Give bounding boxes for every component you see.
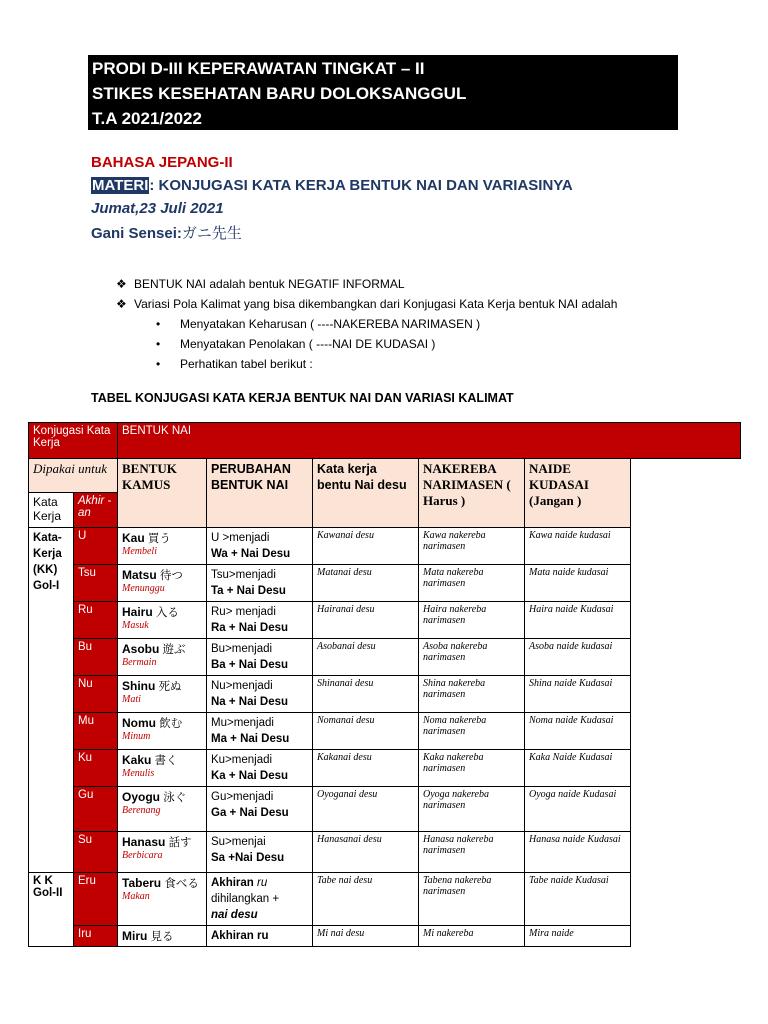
header-bentuk-kamus: BENTUK KAMUS (118, 459, 207, 528)
header-line-1: PRODI D-III KEPERAWATAN TINGKAT – II (92, 59, 425, 78)
nakereba-cell: Tabena nakereba narimasen (419, 873, 525, 926)
sub-bullet-item (116, 314, 617, 334)
table-row (29, 926, 741, 947)
table-row (29, 602, 741, 639)
table-row (29, 750, 741, 787)
change-line-1: Ku>menjadi (211, 754, 273, 766)
verb-kanji: 泳ぐ (163, 792, 187, 804)
verb-romaji: Taberu (122, 876, 162, 890)
naide-cell: Asoba naide kudasai (525, 639, 631, 676)
verb-romaji: Shinu (122, 679, 156, 693)
change-cell (207, 832, 313, 873)
change-line-1b: ru (257, 877, 268, 889)
verb-kanji: 書く (154, 755, 178, 767)
change-cell: Akhiran ru (207, 926, 313, 947)
change-line-2: Ma + Nai Desu (211, 733, 290, 745)
nai-desu-cell: Asobanai desu (313, 639, 419, 676)
verb-romaji: Miru (122, 929, 148, 943)
sub-bullet-text: Perhatikan tabel berikut : (180, 357, 313, 371)
change-line-2: Ka + Nai Desu (211, 770, 289, 782)
verb-kanji: 死ぬ (158, 681, 182, 693)
verb-cell (118, 676, 207, 713)
verb-kanji: 話す (168, 837, 192, 849)
materi-line (91, 177, 573, 194)
nakereba-cell: Asoba nakereba narimasen (419, 639, 525, 676)
group-1-label: Kata-Kerja (KK) Gol-I (29, 528, 74, 873)
verb-kanji: 食べる (164, 878, 199, 890)
change-line-1: Nu>menjadi (211, 680, 273, 692)
verb-meaning: Berenang (122, 805, 161, 816)
verb-romaji: Matsu (122, 568, 157, 582)
nakereba-cell: Haira nakereba narimasen (419, 602, 525, 639)
header-line-2: STIKES KESEHATAN BARU DOLOKSANGGUL (92, 84, 467, 103)
change-line-3: nai desu (211, 909, 258, 921)
table-row (29, 832, 741, 873)
document-header (88, 55, 678, 130)
nakereba-cell: Oyoga nakereba narimasen (419, 787, 525, 832)
change-line-1: U >menjadi (211, 532, 270, 544)
verb-kanji: 遊ぶ (162, 644, 186, 656)
header-naide: NAIDE KUDASAI (Jangan ) (525, 459, 631, 528)
nakereba-cell: Kaka nakereba narimasen (419, 750, 525, 787)
nai-desu-cell: Kakanai desu (313, 750, 419, 787)
suffix-cell: Eru (74, 873, 118, 926)
header-perubahan: PERUBAHAN BENTUK NAI (207, 459, 313, 528)
verb-kanji: 待つ (159, 570, 183, 582)
change-line-2: Ga + Nai Desu (211, 807, 289, 819)
verb-romaji: Nomu (122, 716, 156, 730)
table-row (29, 873, 741, 926)
verb-cell (118, 602, 207, 639)
change-cell (207, 565, 313, 602)
verb-meaning: Berbicara (122, 850, 163, 861)
bullet-text: BENTUK NAI adalah bentuk NEGATIF INFORMAL (134, 277, 405, 291)
suffix-cell: Su (74, 832, 118, 873)
verb-meaning: Masuk (122, 620, 149, 631)
sub-bullet-item (116, 334, 617, 354)
change-cell (207, 873, 313, 926)
table-row (29, 676, 741, 713)
dot-bullet-icon: • (156, 357, 161, 371)
change-cell (207, 676, 313, 713)
change-line-1: Gu>menjadi (211, 791, 274, 803)
change-line-2: Na + Nai Desu (211, 696, 289, 708)
nai-desu-cell: Mi nai desu (313, 926, 419, 947)
change-line-2: Wa + Nai Desu (211, 548, 291, 560)
header-akhiran: Akhir -an (74, 493, 118, 528)
verb-cell (118, 565, 207, 602)
naide-cell: Kawa naide kudasai (525, 528, 631, 565)
verb-romaji: Hanasu (122, 835, 166, 849)
verb-kanji: 飲む (159, 718, 183, 730)
change-line-2: Ra + Nai Desu (211, 622, 289, 634)
verb-romaji: Kau (122, 531, 145, 545)
bullet-list (116, 274, 617, 374)
change-line-1: Ru> menjadi (211, 606, 276, 618)
teacher-japanese: ガニ先生 (181, 225, 242, 242)
verb-cell (118, 750, 207, 787)
change-line-2: Ba + Nai Desu (211, 659, 289, 671)
verb-meaning: Menunggu (122, 583, 165, 594)
verb-cell (118, 926, 207, 947)
sub-bullet-text: Menyatakan Keharusan ( ----NAKEREBA NARIMASEN ) (180, 317, 481, 331)
table-header-row (29, 423, 741, 459)
suffix-cell: Iru (74, 926, 118, 947)
table-title: TABEL KONJUGASI KATA KERJA BENTUK NAI DAN VARIASI KALIMAT (91, 391, 514, 405)
nai-desu-cell: Matanai desu (313, 565, 419, 602)
materi-label: MATERI (92, 177, 149, 194)
nai-desu-cell: Oyoganai desu (313, 787, 419, 832)
sub-bullet-text: Menyatakan Penolakan ( ----NAI DE KUDASAI ) (180, 337, 436, 351)
materi-text: : KONJUGASI KATA KERJA BENTUK NAI DAN VARIASINYA (149, 177, 573, 194)
change-cell (207, 528, 313, 565)
change-line-1: Tsu>menjadi (211, 569, 276, 581)
verb-kanji: 見る (150, 931, 174, 943)
table-row (29, 528, 741, 565)
change-line-1: Mu>menjadi (211, 717, 274, 729)
header-line-3: T.A 2021/2022 (92, 109, 202, 128)
teacher-label: Gani Sensei: (91, 225, 182, 242)
table-row (29, 713, 741, 750)
suffix-cell: Ru (74, 602, 118, 639)
verb-meaning: Menulis (122, 768, 155, 779)
naide-cell: Shina naide Kudasai (525, 676, 631, 713)
header-dipakai-untuk: Dipakai untuk (29, 459, 118, 493)
suffix-cell: Mu (74, 713, 118, 750)
sub-bullet-item (116, 354, 617, 374)
naide-cell: Mira naide (525, 926, 631, 947)
verb-kanji: 入る (155, 607, 179, 619)
suffix-cell: Tsu (74, 565, 118, 602)
table-row (29, 565, 741, 602)
bullet-text: Variasi Pola Kalimat yang bisa dikembangkan dari Konjugasi Kata Kerja bentuk NAI adalah (134, 297, 618, 311)
naide-cell: Noma naide Kudasai (525, 713, 631, 750)
change-line-2: dihilangkan + (211, 893, 280, 905)
diamond-bullet-icon: ❖ (116, 297, 127, 311)
header-kata-kerja-nai: Kata kerja bentu Nai desu (313, 459, 419, 528)
group-1-rows (29, 528, 741, 873)
verb-meaning: Minum (122, 731, 151, 742)
header-kata-kerja: Kata Kerja (29, 493, 74, 528)
nai-desu-cell: Nomanai desu (313, 713, 419, 750)
group-2-label: K K Gol-II (29, 873, 74, 947)
verb-romaji: Asobu (122, 642, 160, 656)
subject-title: BAHASA JEPANG-II (91, 154, 233, 171)
nakereba-cell: Mi nakereba (419, 926, 525, 947)
suffix-cell: U (74, 528, 118, 565)
diamond-bullet-icon: ❖ (116, 277, 127, 291)
verb-meaning: Mati (122, 694, 141, 705)
naide-cell: Tabe naide Kudasai (525, 873, 631, 926)
verb-cell (118, 787, 207, 832)
header-bentuk-nai: BENTUK NAI (118, 423, 741, 459)
verb-cell (118, 639, 207, 676)
teacher-line (91, 222, 242, 243)
verb-cell (118, 873, 207, 926)
header-konjugasi: Konjugasi Kata Kerja (29, 423, 118, 459)
nai-desu-cell: Hanasanai desu (313, 832, 419, 873)
change-cell (207, 639, 313, 676)
change-line-2: Sa +Nai Desu (211, 852, 285, 864)
change-line-1: Bu>menjadi (211, 643, 273, 655)
naide-cell: Oyoga naide Kudasai (525, 787, 631, 832)
nakereba-cell: Noma nakereba narimasen (419, 713, 525, 750)
suffix-cell: Ku (74, 750, 118, 787)
verb-romaji: Oyogu (122, 790, 160, 804)
dot-bullet-icon: • (156, 337, 161, 351)
verb-romaji: Kaku (122, 753, 152, 767)
suffix-cell: Gu (74, 787, 118, 832)
conjugation-table (28, 422, 741, 947)
bullet-item (116, 294, 617, 314)
table-row (29, 787, 741, 832)
nai-desu-cell: Kawanai desu (313, 528, 419, 565)
change-line-2: Ta + Nai Desu (211, 585, 286, 597)
nai-desu-cell: Hairanai desu (313, 602, 419, 639)
table-subheader-row (29, 459, 741, 493)
lesson-date: Jumat,23 Juli 2021 (91, 200, 224, 217)
nakereba-cell: Shina nakereba narimasen (419, 676, 525, 713)
dot-bullet-icon: • (156, 317, 161, 331)
verb-meaning: Bermain (122, 657, 157, 668)
nakereba-cell: Kawa nakereba narimasen (419, 528, 525, 565)
bullet-item (116, 274, 617, 294)
verb-cell (118, 713, 207, 750)
table-row (29, 639, 741, 676)
change-cell (207, 787, 313, 832)
change-cell (207, 602, 313, 639)
suffix-cell: Nu (74, 676, 118, 713)
verb-romaji: Hairu (122, 605, 153, 619)
naide-cell: Mata naide kudasai (525, 565, 631, 602)
verb-kanji: 買う (147, 533, 171, 545)
header-nakereba: NAKEREBA NARIMASEN ( Harus ) (419, 459, 525, 528)
nai-desu-cell: Tabe nai desu (313, 873, 419, 926)
nakereba-cell: Hanasa nakereba narimasen (419, 832, 525, 873)
verb-meaning: Makan (122, 891, 150, 902)
verb-cell (118, 832, 207, 873)
change-line-1: Akhiran (211, 877, 254, 889)
naide-cell: Hanasa naide Kudasai (525, 832, 631, 873)
verb-cell (118, 528, 207, 565)
change-cell (207, 750, 313, 787)
naide-cell: Kaka Naide Kudasai (525, 750, 631, 787)
nakereba-cell: Mata nakereba narimasen (419, 565, 525, 602)
change-cell (207, 713, 313, 750)
change-line-1: Su>menjai (211, 836, 266, 848)
verb-meaning: Membeli (122, 546, 157, 557)
suffix-cell: Bu (74, 639, 118, 676)
nai-desu-cell: Shinanai desu (313, 676, 419, 713)
naide-cell: Haira naide Kudasai (525, 602, 631, 639)
